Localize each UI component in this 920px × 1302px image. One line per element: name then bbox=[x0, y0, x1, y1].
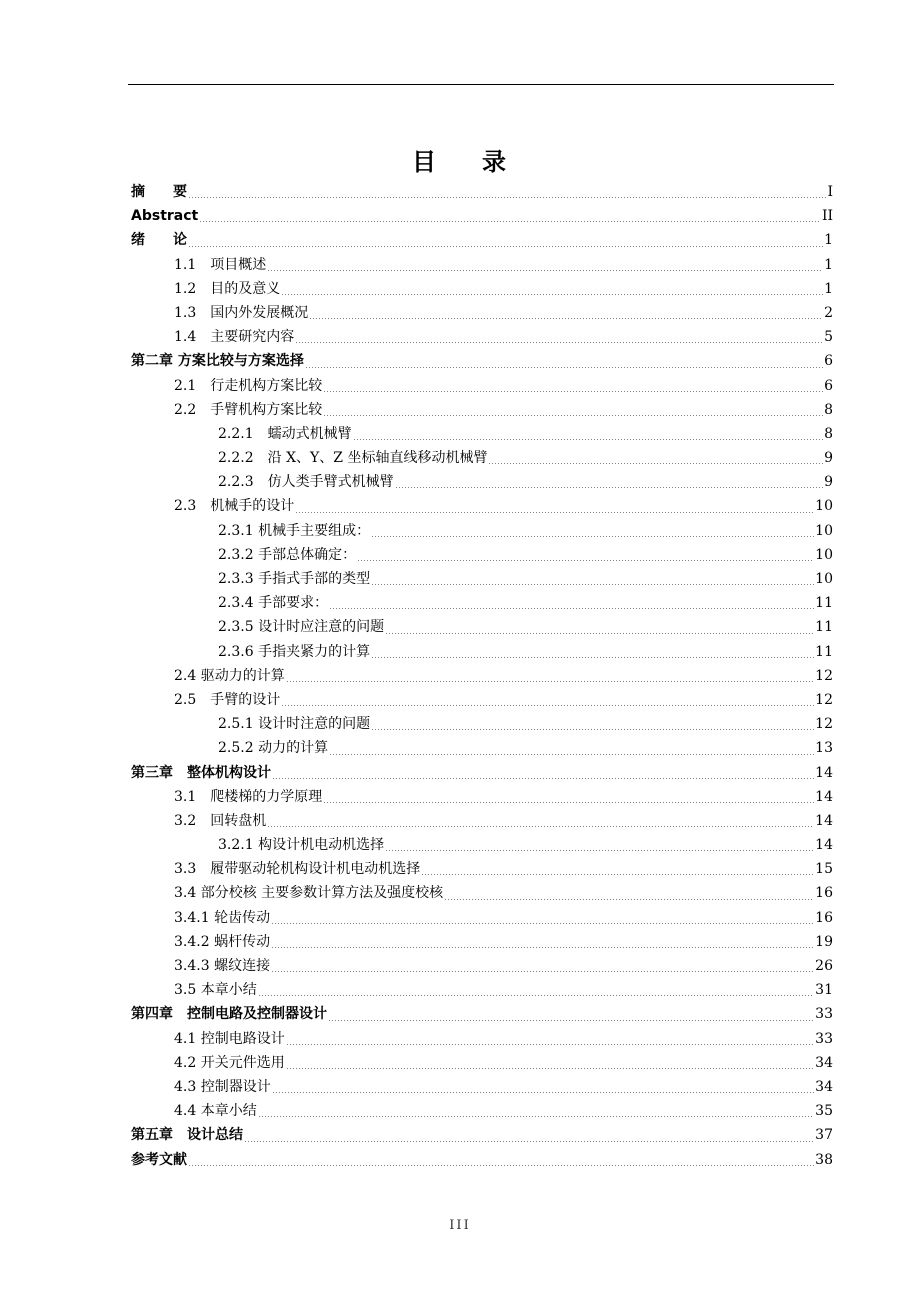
toc-dot-leader bbox=[271, 923, 814, 924]
toc-entry-page: 1 bbox=[824, 232, 833, 249]
toc-entry-label: 2.2 手臂机构方案比较 bbox=[174, 401, 323, 418]
toc-entry-label: 2.2.1 蠕动式机械臂 bbox=[218, 425, 352, 442]
toc-entry[interactable] bbox=[131, 954, 833, 978]
toc-entry-label: 2.3.1 机械手主要组成： bbox=[218, 522, 371, 539]
toc-entry-page: 11 bbox=[815, 595, 833, 612]
toc-dot-leader bbox=[329, 754, 814, 755]
toc-entry-label: 4.2 开关元件选用 bbox=[174, 1054, 285, 1071]
toc-entry-label: 第五章 设计总结 bbox=[131, 1127, 243, 1144]
footer-page-number: III bbox=[449, 1218, 471, 1233]
toc-dot-leader bbox=[258, 995, 814, 996]
toc-entry-label: 2.3.4 手部要求： bbox=[218, 595, 329, 612]
toc-entry-page: 26 bbox=[815, 958, 833, 974]
toc-entry-page: 10 bbox=[815, 522, 833, 539]
toc-entry-page: 37 bbox=[815, 1127, 833, 1144]
toc-entry-label: 3.2 回转盘机 bbox=[174, 812, 267, 829]
header-rule bbox=[128, 84, 834, 85]
toc-entry-label: 1.3 国内外发展概况 bbox=[174, 304, 309, 321]
toc-entry-page: 8 bbox=[824, 401, 833, 418]
toc-dot-leader bbox=[188, 246, 823, 247]
toc-entry-page: 14 bbox=[815, 812, 833, 829]
toc-entry[interactable] bbox=[131, 761, 833, 785]
toc-entry-page: 10 bbox=[815, 498, 833, 515]
toc-entry-page: 33 bbox=[815, 1030, 833, 1047]
toc-entry[interactable] bbox=[131, 664, 833, 688]
toc-entry[interactable] bbox=[131, 277, 833, 301]
toc-entry[interactable] bbox=[131, 615, 833, 639]
toc-entry-label: 2.4 驱动力的计算 bbox=[174, 667, 285, 684]
toc-entry-label: 参考文献 bbox=[131, 1151, 187, 1168]
toc-entry-label: 4.3 控制器设计 bbox=[174, 1078, 271, 1095]
toc-dot-leader bbox=[267, 826, 814, 827]
page-title bbox=[0, 142, 920, 177]
toc-dot-leader bbox=[286, 1068, 814, 1069]
toc-entry-label: 2.1 行走机构方案比较 bbox=[174, 377, 323, 394]
toc-entry-label: 第三章 整体机构设计 bbox=[131, 764, 271, 781]
toc-entry[interactable] bbox=[131, 301, 833, 325]
toc-entry[interactable] bbox=[131, 785, 833, 809]
toc-entry-page: 9 bbox=[824, 450, 833, 467]
toc-dot-leader bbox=[353, 439, 823, 440]
toc-dot-leader bbox=[188, 197, 826, 198]
toc-dot-leader bbox=[385, 633, 814, 634]
toc-entry-label: 2.2.2 沿 X、Y、Z 坐标轴直线移动机械臂 bbox=[218, 450, 488, 467]
toc-entry[interactable] bbox=[131, 833, 833, 857]
toc-entry-label: 2.3 机械手的设计 bbox=[174, 498, 295, 515]
toc-dot-leader bbox=[395, 487, 823, 488]
toc-entry-label: 3.2.1 构设计机电动机选择 bbox=[218, 837, 385, 854]
toc-entry[interactable] bbox=[131, 881, 833, 905]
toc-dot-leader bbox=[244, 1141, 814, 1142]
toc-entry[interactable] bbox=[131, 1002, 833, 1026]
toc-dot-leader bbox=[188, 1165, 814, 1166]
toc-entry-page: 12 bbox=[815, 716, 833, 733]
toc-entry[interactable] bbox=[131, 494, 833, 518]
toc-entry-label: 3.5 本章小结 bbox=[174, 982, 257, 999]
toc-entry-page: 9 bbox=[824, 474, 833, 491]
toc-entry[interactable] bbox=[131, 422, 833, 446]
toc-dot-leader bbox=[272, 778, 814, 779]
toc-dot-leader bbox=[258, 1116, 814, 1117]
toc-entry-page: 35 bbox=[815, 1103, 833, 1120]
toc-entry[interactable] bbox=[131, 591, 833, 615]
toc-entry-label: 3.4.1 轮齿传动 bbox=[174, 909, 271, 926]
toc-dot-leader bbox=[323, 802, 814, 803]
toc-entry[interactable] bbox=[131, 446, 833, 470]
toc-dot-leader bbox=[323, 391, 823, 392]
toc-dot-leader bbox=[272, 1092, 814, 1093]
toc-entry-page: 11 bbox=[815, 643, 833, 660]
toc-entry-page: 10 bbox=[815, 571, 833, 587]
toc-entry-label: Abstract bbox=[131, 208, 199, 225]
toc-entry[interactable] bbox=[131, 228, 833, 252]
toc-entry-label: 3.1 爬楼梯的力学原理 bbox=[174, 788, 323, 805]
toc-entry-label: 摘 要 bbox=[131, 184, 187, 200]
toc-entry[interactable] bbox=[131, 374, 833, 398]
toc-entry-label: 2.5 手臂的设计 bbox=[174, 691, 281, 708]
toc-entry-label: 2.3.2 手部总体确定： bbox=[218, 546, 357, 563]
toc-entry[interactable] bbox=[131, 688, 833, 712]
toc-entry[interactable] bbox=[131, 1148, 833, 1172]
toc-entry[interactable] bbox=[131, 567, 833, 591]
toc-entry-label: 2.3.5 设计时应注意的问题 bbox=[218, 619, 385, 636]
toc-entry[interactable] bbox=[131, 809, 833, 833]
toc-dot-leader bbox=[488, 463, 823, 464]
toc-entry[interactable] bbox=[131, 857, 833, 881]
toc-entry-label: 4.1 控制电路设计 bbox=[174, 1030, 285, 1047]
toc-entry-page: 16 bbox=[815, 885, 833, 902]
toc-dot-leader bbox=[271, 947, 814, 948]
toc-dot-leader bbox=[329, 608, 814, 609]
toc-entry[interactable] bbox=[131, 1123, 833, 1147]
toc-dot-leader bbox=[371, 584, 814, 585]
toc-entry-label: 2.2.3 仿人类手臂式机械臂 bbox=[218, 474, 394, 491]
table-of-contents bbox=[131, 180, 833, 1172]
toc-entry[interactable] bbox=[131, 1075, 833, 1099]
toc-entry-page: 5 bbox=[824, 329, 833, 346]
toc-entry-label: 2.3.6 手指夹紧力的计算 bbox=[218, 643, 371, 660]
toc-entry-page: 8 bbox=[824, 425, 833, 442]
toc-entry-page: 15 bbox=[815, 861, 833, 878]
toc-dot-leader bbox=[323, 415, 823, 416]
toc-entry-label: 4.4 本章小结 bbox=[174, 1103, 257, 1120]
toc-entry[interactable] bbox=[131, 204, 833, 228]
toc-entry-label: 3.4.2 蜗杆传动 bbox=[174, 933, 271, 950]
toc-entry-page: 6 bbox=[824, 353, 833, 370]
toc-entry-label: 第二章 方案比较与方案选择 bbox=[131, 353, 304, 370]
toc-dot-leader bbox=[271, 971, 814, 972]
toc-dot-leader bbox=[328, 1020, 814, 1021]
toc-entry[interactable] bbox=[131, 930, 833, 954]
toc-entry-page: 31 bbox=[815, 982, 833, 999]
toc-entry[interactable] bbox=[131, 253, 833, 277]
toc-entry-page: 11 bbox=[815, 619, 833, 636]
toc-entry-page: 34 bbox=[815, 1078, 833, 1095]
toc-entry[interactable] bbox=[131, 1099, 833, 1123]
toc-entry-page: 6 bbox=[824, 377, 833, 394]
toc-entry-label: 1.4 主要研究内容 bbox=[174, 329, 295, 346]
toc-entry-page: 16 bbox=[815, 909, 833, 926]
toc-entry[interactable] bbox=[131, 180, 833, 204]
toc-entry[interactable] bbox=[131, 906, 833, 930]
toc-entry-page: 1 bbox=[824, 256, 833, 273]
toc-dot-leader bbox=[305, 367, 823, 368]
toc-dot-leader bbox=[281, 705, 814, 706]
toc-entry[interactable] bbox=[131, 398, 833, 422]
toc-entry-label: 2.5.1 设计时注意的问题 bbox=[218, 716, 371, 733]
toc-entry[interactable] bbox=[131, 543, 833, 567]
toc-entry[interactable] bbox=[131, 1027, 833, 1051]
toc-entry[interactable] bbox=[131, 1051, 833, 1075]
toc-dot-leader bbox=[295, 512, 814, 513]
toc-entry[interactable] bbox=[131, 712, 833, 736]
toc-entry-page: I bbox=[827, 184, 833, 200]
toc-entry-page: 12 bbox=[815, 691, 833, 708]
toc-entry-page: 14 bbox=[815, 837, 833, 854]
toc-entry-label: 1.1 项目概述 bbox=[174, 256, 267, 273]
toc-entry-page: 14 bbox=[815, 788, 833, 805]
title-char-2: 录 bbox=[482, 148, 508, 176]
toc-entry-page: 33 bbox=[815, 1006, 833, 1023]
toc-dot-leader bbox=[309, 318, 823, 319]
toc-entry-page: 19 bbox=[815, 933, 833, 950]
toc-entry-label: 3.4 部分校核 主要参数计算方法及强度校核 bbox=[174, 885, 444, 902]
toc-dot-leader bbox=[444, 899, 814, 900]
toc-dot-leader bbox=[281, 294, 823, 295]
toc-dot-leader bbox=[421, 874, 814, 875]
toc-entry-label: 3.4.3 螺纹连接 bbox=[174, 958, 271, 974]
toc-dot-leader bbox=[371, 536, 814, 537]
toc-dot-leader bbox=[385, 850, 814, 851]
toc-entry-page: 1 bbox=[824, 280, 833, 297]
toc-dot-leader bbox=[286, 1044, 814, 1045]
toc-entry-page: 2 bbox=[824, 304, 833, 321]
toc-dot-leader bbox=[199, 221, 821, 222]
toc-entry-label: 第四章 控制电路及控制器设计 bbox=[131, 1006, 327, 1023]
title-char-1: 目 bbox=[412, 148, 438, 176]
toc-entry-label: 绪 论 bbox=[131, 232, 187, 249]
toc-entry-label: 3.3 履带驱动轮机构设计机电动机选择 bbox=[174, 861, 421, 878]
toc-dot-leader bbox=[371, 657, 814, 658]
toc-entry[interactable] bbox=[131, 978, 833, 1002]
toc-entry-page: II bbox=[821, 208, 833, 225]
toc-entry-page: 12 bbox=[815, 667, 833, 684]
toc-entry[interactable] bbox=[131, 470, 833, 494]
toc-entry-page: 34 bbox=[815, 1054, 833, 1071]
toc-dot-leader bbox=[267, 270, 823, 271]
toc-dot-leader bbox=[286, 681, 814, 682]
toc-entry[interactable] bbox=[131, 519, 833, 543]
toc-entry-label: 1.2 目的及意义 bbox=[174, 280, 281, 297]
toc-dot-leader bbox=[371, 729, 814, 730]
toc-entry-page: 13 bbox=[815, 740, 833, 757]
toc-dot-leader bbox=[295, 342, 823, 343]
toc-entry[interactable] bbox=[131, 349, 833, 373]
toc-dot-leader bbox=[357, 560, 814, 561]
toc-entry-page: 38 bbox=[815, 1151, 833, 1168]
toc-entry[interactable] bbox=[131, 736, 833, 760]
toc-entry-page: 14 bbox=[815, 764, 833, 781]
toc-entry-page: 10 bbox=[815, 546, 833, 563]
toc-entry[interactable] bbox=[131, 640, 833, 664]
toc-entry-label: 2.3.3 手指式手部的类型 bbox=[218, 571, 371, 587]
toc-entry[interactable] bbox=[131, 325, 833, 349]
toc-entry-label: 2.5.2 动力的计算 bbox=[218, 740, 329, 757]
